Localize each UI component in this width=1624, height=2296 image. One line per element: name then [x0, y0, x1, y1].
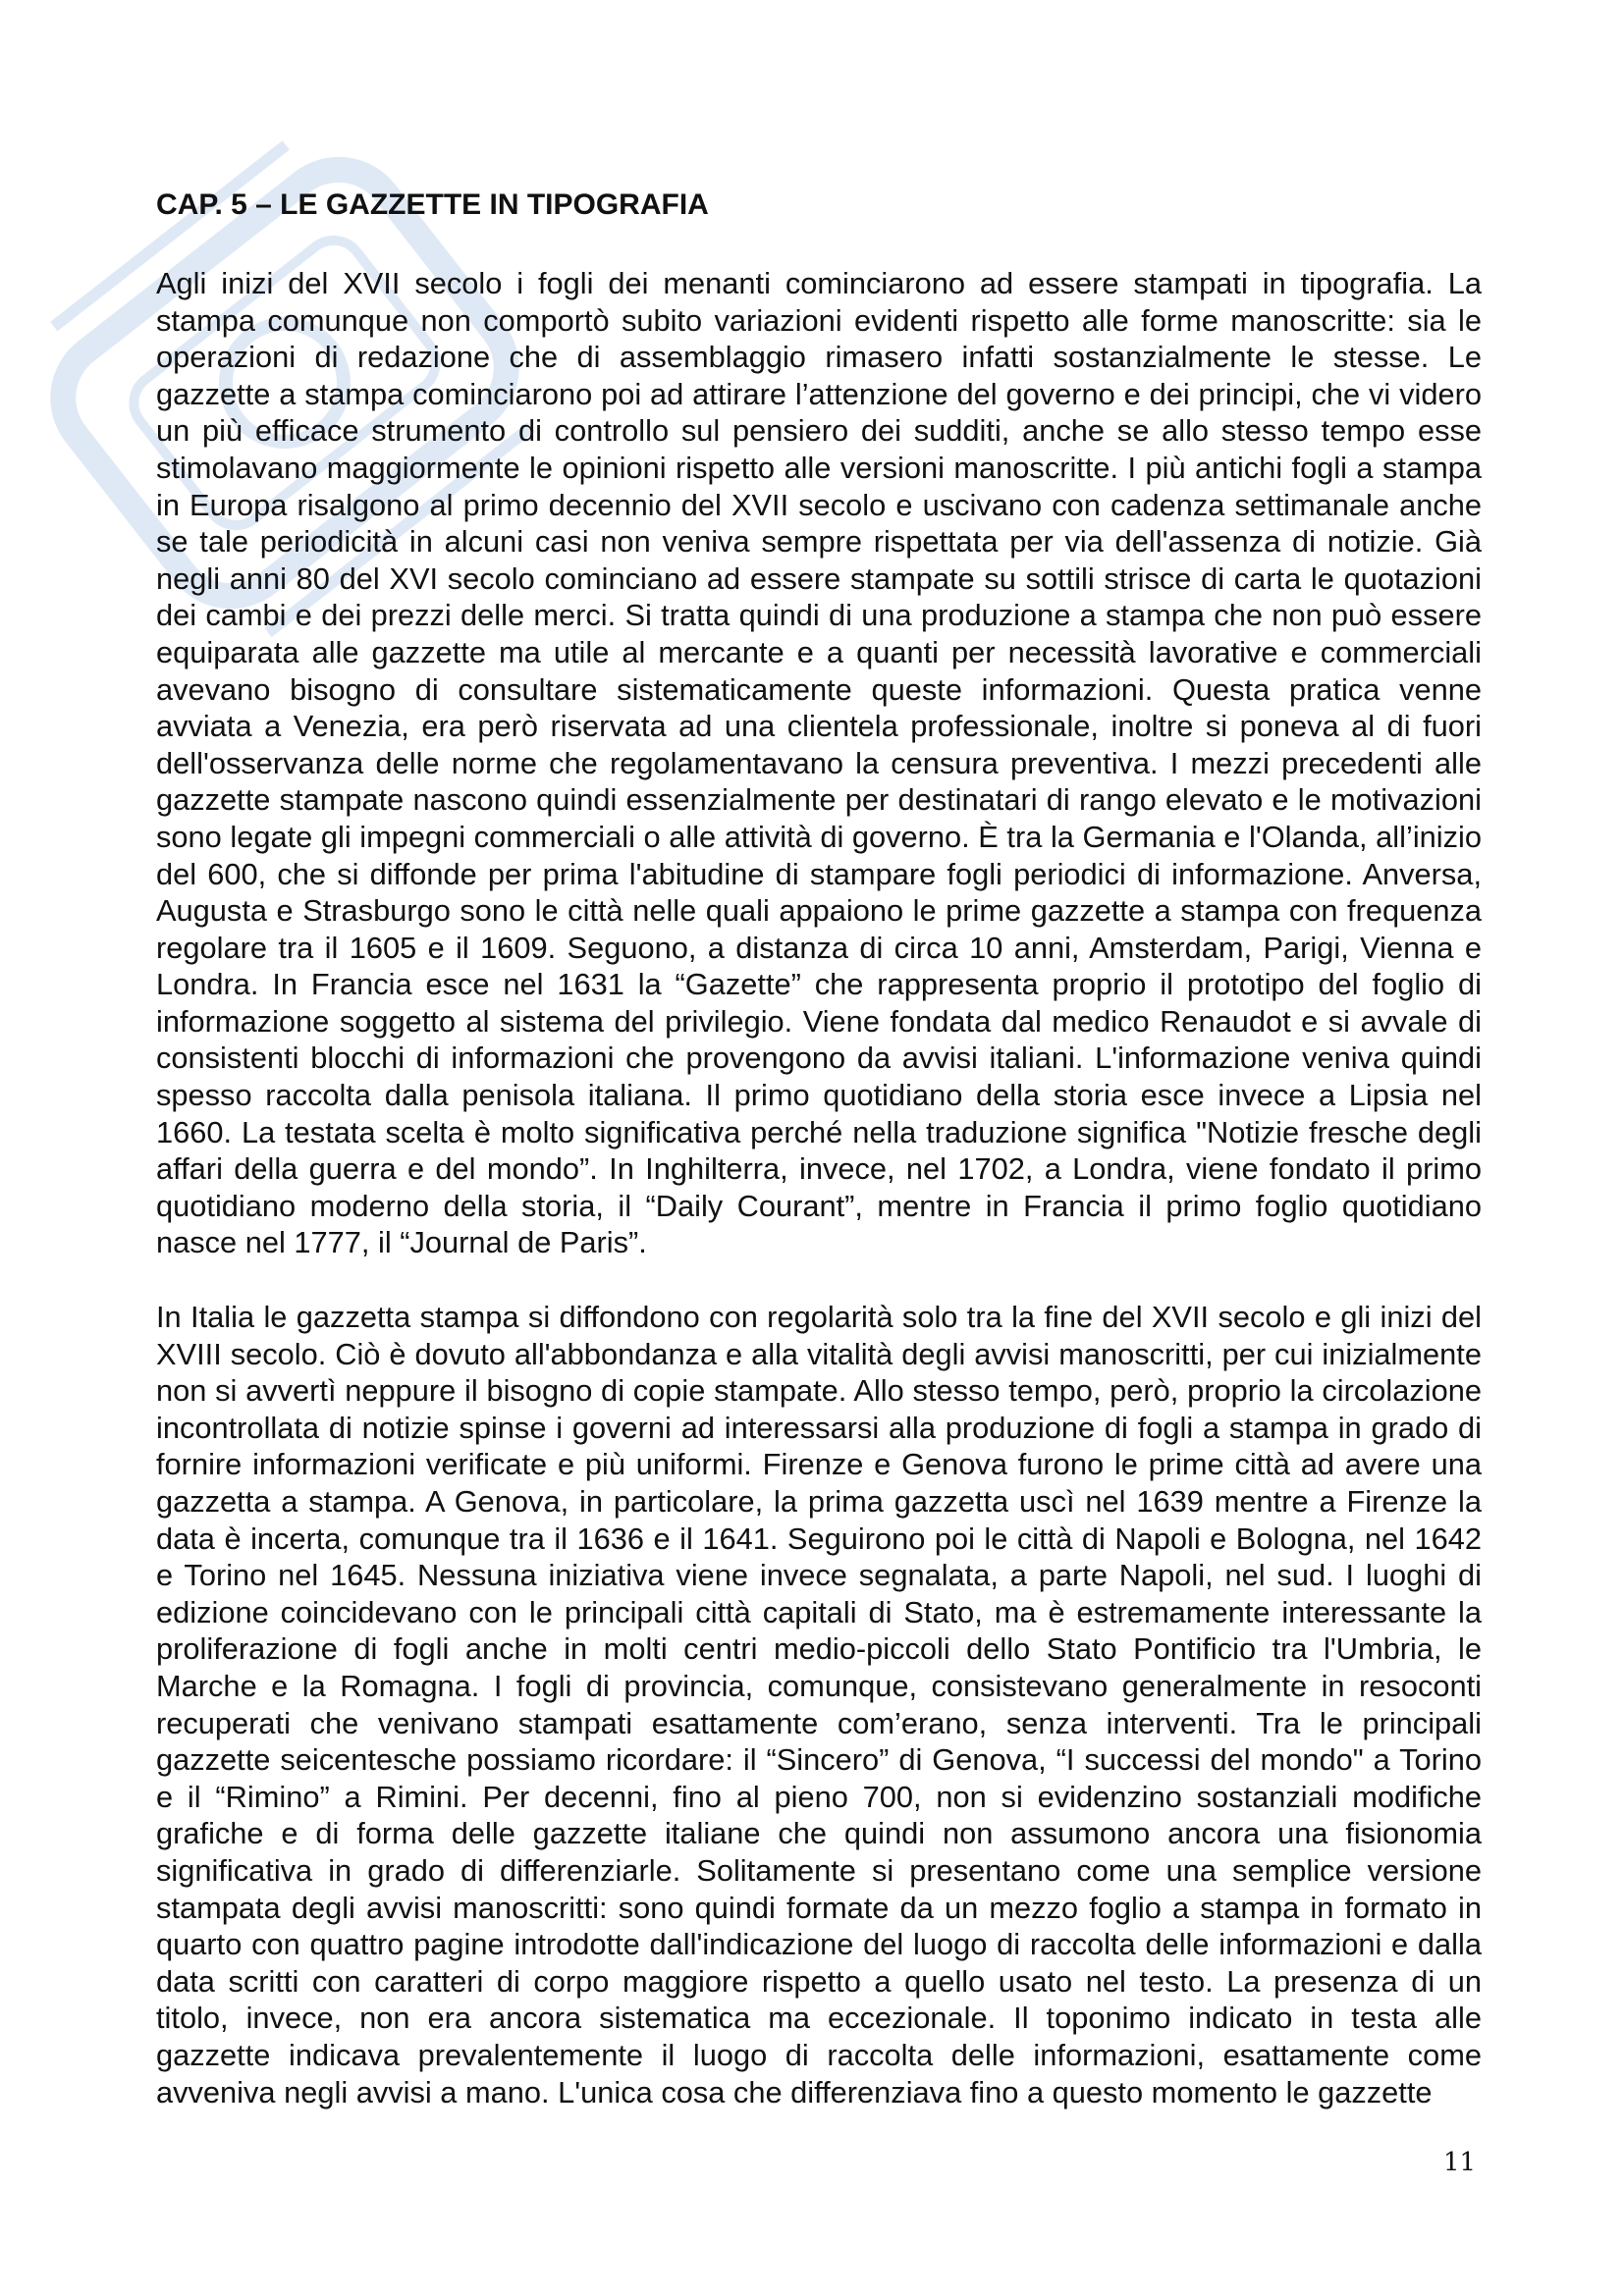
chapter-title: CAP. 5 – LE GAZZETTE IN TIPOGRAFIA	[156, 188, 709, 221]
document-page	[156, 185, 1482, 2110]
paragraph-2: In Italia le gazzetta stampa si diffondono con regolarità solo tra la fine del XVII secolo e gli inizi del XVIII secolo. Ciò è dovuto all'abbondanza e alla vitalità degli avvisi manoscritti, per cui inizialmente non si avvertì neppure il bisogno di copie stampate. Allo stesso tempo, però, proprio la circolazione incontrollata di notizie spinse i governi ad interessarsi alla produzione di fogli a stampa in grado di fornire informazioni verificate e più uniformi. Firenze e Genova furono le prime città ad avere una gazzetta a stampa. A Genova, in particolare, la prima gazzetta uscì nel 1639 mentre a Firenze la data è incerta, comunque tra il 1636 e il 1641. Seguirono poi le città di Napoli e Bologna, nel 1642 e Torino nel 1645. Nessuna iniziativa viene invece segnalata, a parte Napoli, nel sud. I luoghi di edizione coincidevano con le principali città capitali di Stato, ma è estremamente interessante la proliferazione di fogli anche in molti centri medio-piccoli dello Stato Pontificio tra l'Umbria, le Marche e la Romagna. I fogli di provincia, comunque, consistevano generalmente in resoconti recuperati che venivano stampati esattamente com’erano, senza interventi. Tra le principali gazzette seicentesche possiamo ricordare: il “Sincero” di Genova, “I successi del mondo" a Torino e il “Rimino” a Rimini. Per decenni, fino al pieno 700, non si evidenzino sostanziali modifiche grafiche e di forma delle gazzette italiane che quindi non assumono ancora una fisionomia significativa in grado di differenziarle. Solitamente si presentano come una semplice versione stampata degli avvisi manoscritti: sono quindi formate da un mezzo foglio a stampa in formato in quarto con quattro pagine introdotte dall'indicazione del luogo di raccolta delle informazioni e dalla data scritti con caratteri di corpo maggiore rispetto a quello usato nel testo. La presenza di un titolo, invece, non era ancora sistematica ma eccezionale. Il toponimo indicato in testa alle gazzette indicava prevalentemente il luogo di raccolta delle informazioni, esattamente come avveniva negli avvisi a mano. L'unica cosa che differenziava fino a questo momento le gazzette	[156, 1300, 1482, 2109]
paragraph-1: Agli inizi del XVII secolo i fogli dei menanti cominciarono ad essere stampati in tipografia. La stampa comunque non comportò subito variazioni evidenti rispetto alle forme manoscritte: sia le operazioni di redazione che di assemblaggio rimasero infatti sostanzialmente le stesse. Le gazzette a stampa cominciarono poi ad attirare l’attenzione del governo e dei principi, che vi videro un più efficace strumento di controllo sul pensiero dei sudditi, anche se allo stesso tempo esse stimolavano maggiormente le opinioni rispetto alle versioni manoscritte. I più antichi fogli a stampa in Europa risalgono al primo decennio del XVII secolo e uscivano con cadenza settimanale anche se tale periodicità in alcuni casi non veniva sempre rispettata per via dell'assenza di notizie. Già negli anni 80 del XVI secolo cominciano ad essere stampate su sottili strisce di carta le quotazioni dei cambi e dei prezzi delle merci. Si tratta quindi di una produzione a stampa che non può essere equiparata alle gazzette ma utile al mercante e a quanti per necessità lavorative e commerciali avevano bisogno di consultare sistematicamente queste informazioni. Questa pratica venne avviata a Venezia, era però riservata ad una clientela professionale, inoltre si poneva al di fuori dell'osservanza delle norme che regolamentavano la censura preventiva. I mezzi precedenti alle gazzette stampate nascono quindi essenzialmente per destinatari di rango elevato e le motivazioni sono legate gli impegni commerciali o alle attività di governo. È tra la Germania e l'Olanda, all’inizio del 600, che si diffonde per prima l'abitudine di stampare fogli periodici di informazione. Anversa, Augusta e Strasburgo sono le città nelle quali appaiono le prime gazzette a stampa con frequenza regolare tra il 1605 e il 1609. Seguono, a distanza di circa 10 anni, Amsterdam, Parigi, Vienna e Londra. In Francia esce nel 1631 la “Gazette” che rappresenta proprio il prototipo del foglio di informazione soggetto al sistema del privilegio. Viene fondata dal medico Renaudot e si avvale di consistenti blocchi di informazioni che provengono da avvisi italiani. L'informazione veniva quindi spesso raccolta dalla penisola italiana. Il primo quotidiano della storia esce invece a Lipsia nel 1660. La testata scelta è molto significativa perché nella traduzione significa "Notizie fresche degli affari della guerra e del mondo”. In Inghilterra, invece, nel 1702, a Londra, viene fondato il primo quotidiano moderno della storia, il “Daily Courant”, mentre in Francia il primo foglio quotidiano nasce nel 1777, il “Journal de Paris”.	[156, 266, 1482, 1260]
page-number: 11	[1443, 2148, 1477, 2177]
